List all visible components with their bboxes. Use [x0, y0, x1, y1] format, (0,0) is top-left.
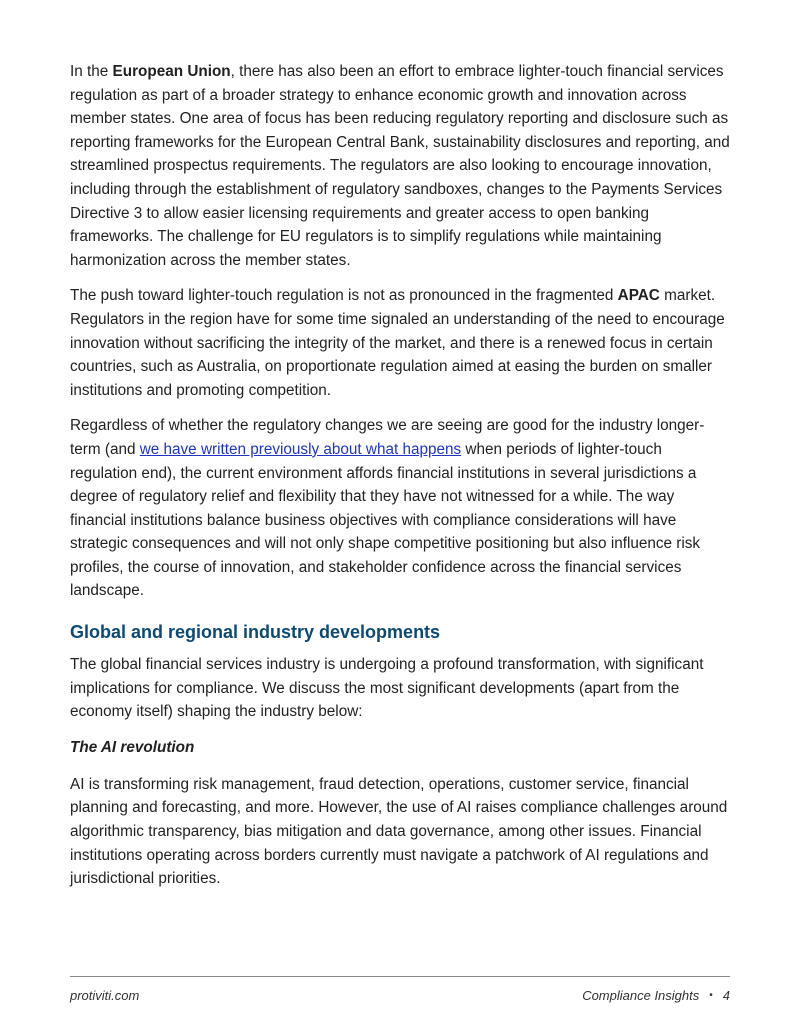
section-heading: Global and regional industry developments — [70, 622, 441, 643]
written-previously-link[interactable]: we have written previously about what happens — [139, 440, 462, 458]
sub-heading-ai-revolution: The AI revolution — [70, 738, 195, 756]
paragraph-ai: AI is transforming risk management, fraud detection, operations, customer service, financial planning and forecasting, and more. However, the use of AI raises compliance challenges around algorithmic transparency, bias mitigation and data governance, among other issues. Financial institutions operating across borders currently must navigate a patchwork of AI regulations and jurisdictional priorities. — [70, 775, 728, 888]
footer-publication: Compliance Insights — [582, 987, 700, 1003]
footer-bullet-icon: • — [709, 989, 713, 1001]
paragraph-text: , there has also been an effort to embrace lighter-touch financial services regulation as part of a broader strategy to enhance economic growth and innovation across member states. One area of focus has been reducing regulatory reporting and disclosure such as reporting frameworks for the European Central Bank, sustainability disclosures and reporting, and streamlined prospectus requirements. The regulators are also looking to encourage innovation, including through the establishment of regulatory sandboxes, changes to the Payments Services Directive 3 to allow easier licensing requirements and greater access to open banking frameworks. The challenge for EU regulators is to simplify regulations while maintaining harmonization across the member states. — [70, 63, 730, 269]
bold-term-apac: APAC — [617, 287, 660, 305]
document-page — [70, 60, 732, 903]
paragraph-european-union — [70, 60, 732, 272]
paragraph-text: when periods of lighter-touch regulation end), the current environment affords financial institutions in several jurisdictions a degree of regulatory relief and flexibility that they have not witnessed for a while. The way financial institutions balance business objectives with compliance considerations will have strategic consequences and will not only shape competitive positioning but also influence risk profiles, the course of innovation, and stakeholder confidence across the financial services landscape. — [70, 440, 701, 600]
footer-page-number: 4 — [722, 987, 730, 1003]
paragraph-text: Regardless of whether the regulatory changes we are seeing are good for the industry longer-term (and — [70, 417, 705, 458]
paragraph-apac — [70, 284, 732, 402]
footer-site: protiviti.com — [70, 987, 140, 1003]
paragraph-text: In the — [70, 63, 113, 80]
paragraph-global-industry: The global financial services industry is undergoing a profound transformation, with significant implications for compliance. We discuss the most significant developments (apart from the economy itself) shaping the industry below: — [70, 656, 704, 721]
paragraph-text: market. Regulators in the region have for some time signaled an understanding of the need to encourage innovation without sacrificing the integrity of the market, and there is a renewed focus in certain countries, such as Australia, on proportionate regulation aimed at easing the burden on smaller institutions and promoting competition. — [70, 287, 725, 399]
footer-divider — [70, 976, 730, 977]
paragraph-text: The push toward lighter-touch regulation is not as pronounced in the fragmented — [70, 287, 618, 305]
paragraph-regulatory-changes — [70, 414, 732, 603]
page-footer — [70, 985, 730, 1005]
bold-term-european-union: European Union — [112, 63, 231, 80]
footer-publication-info — [582, 988, 730, 1003]
